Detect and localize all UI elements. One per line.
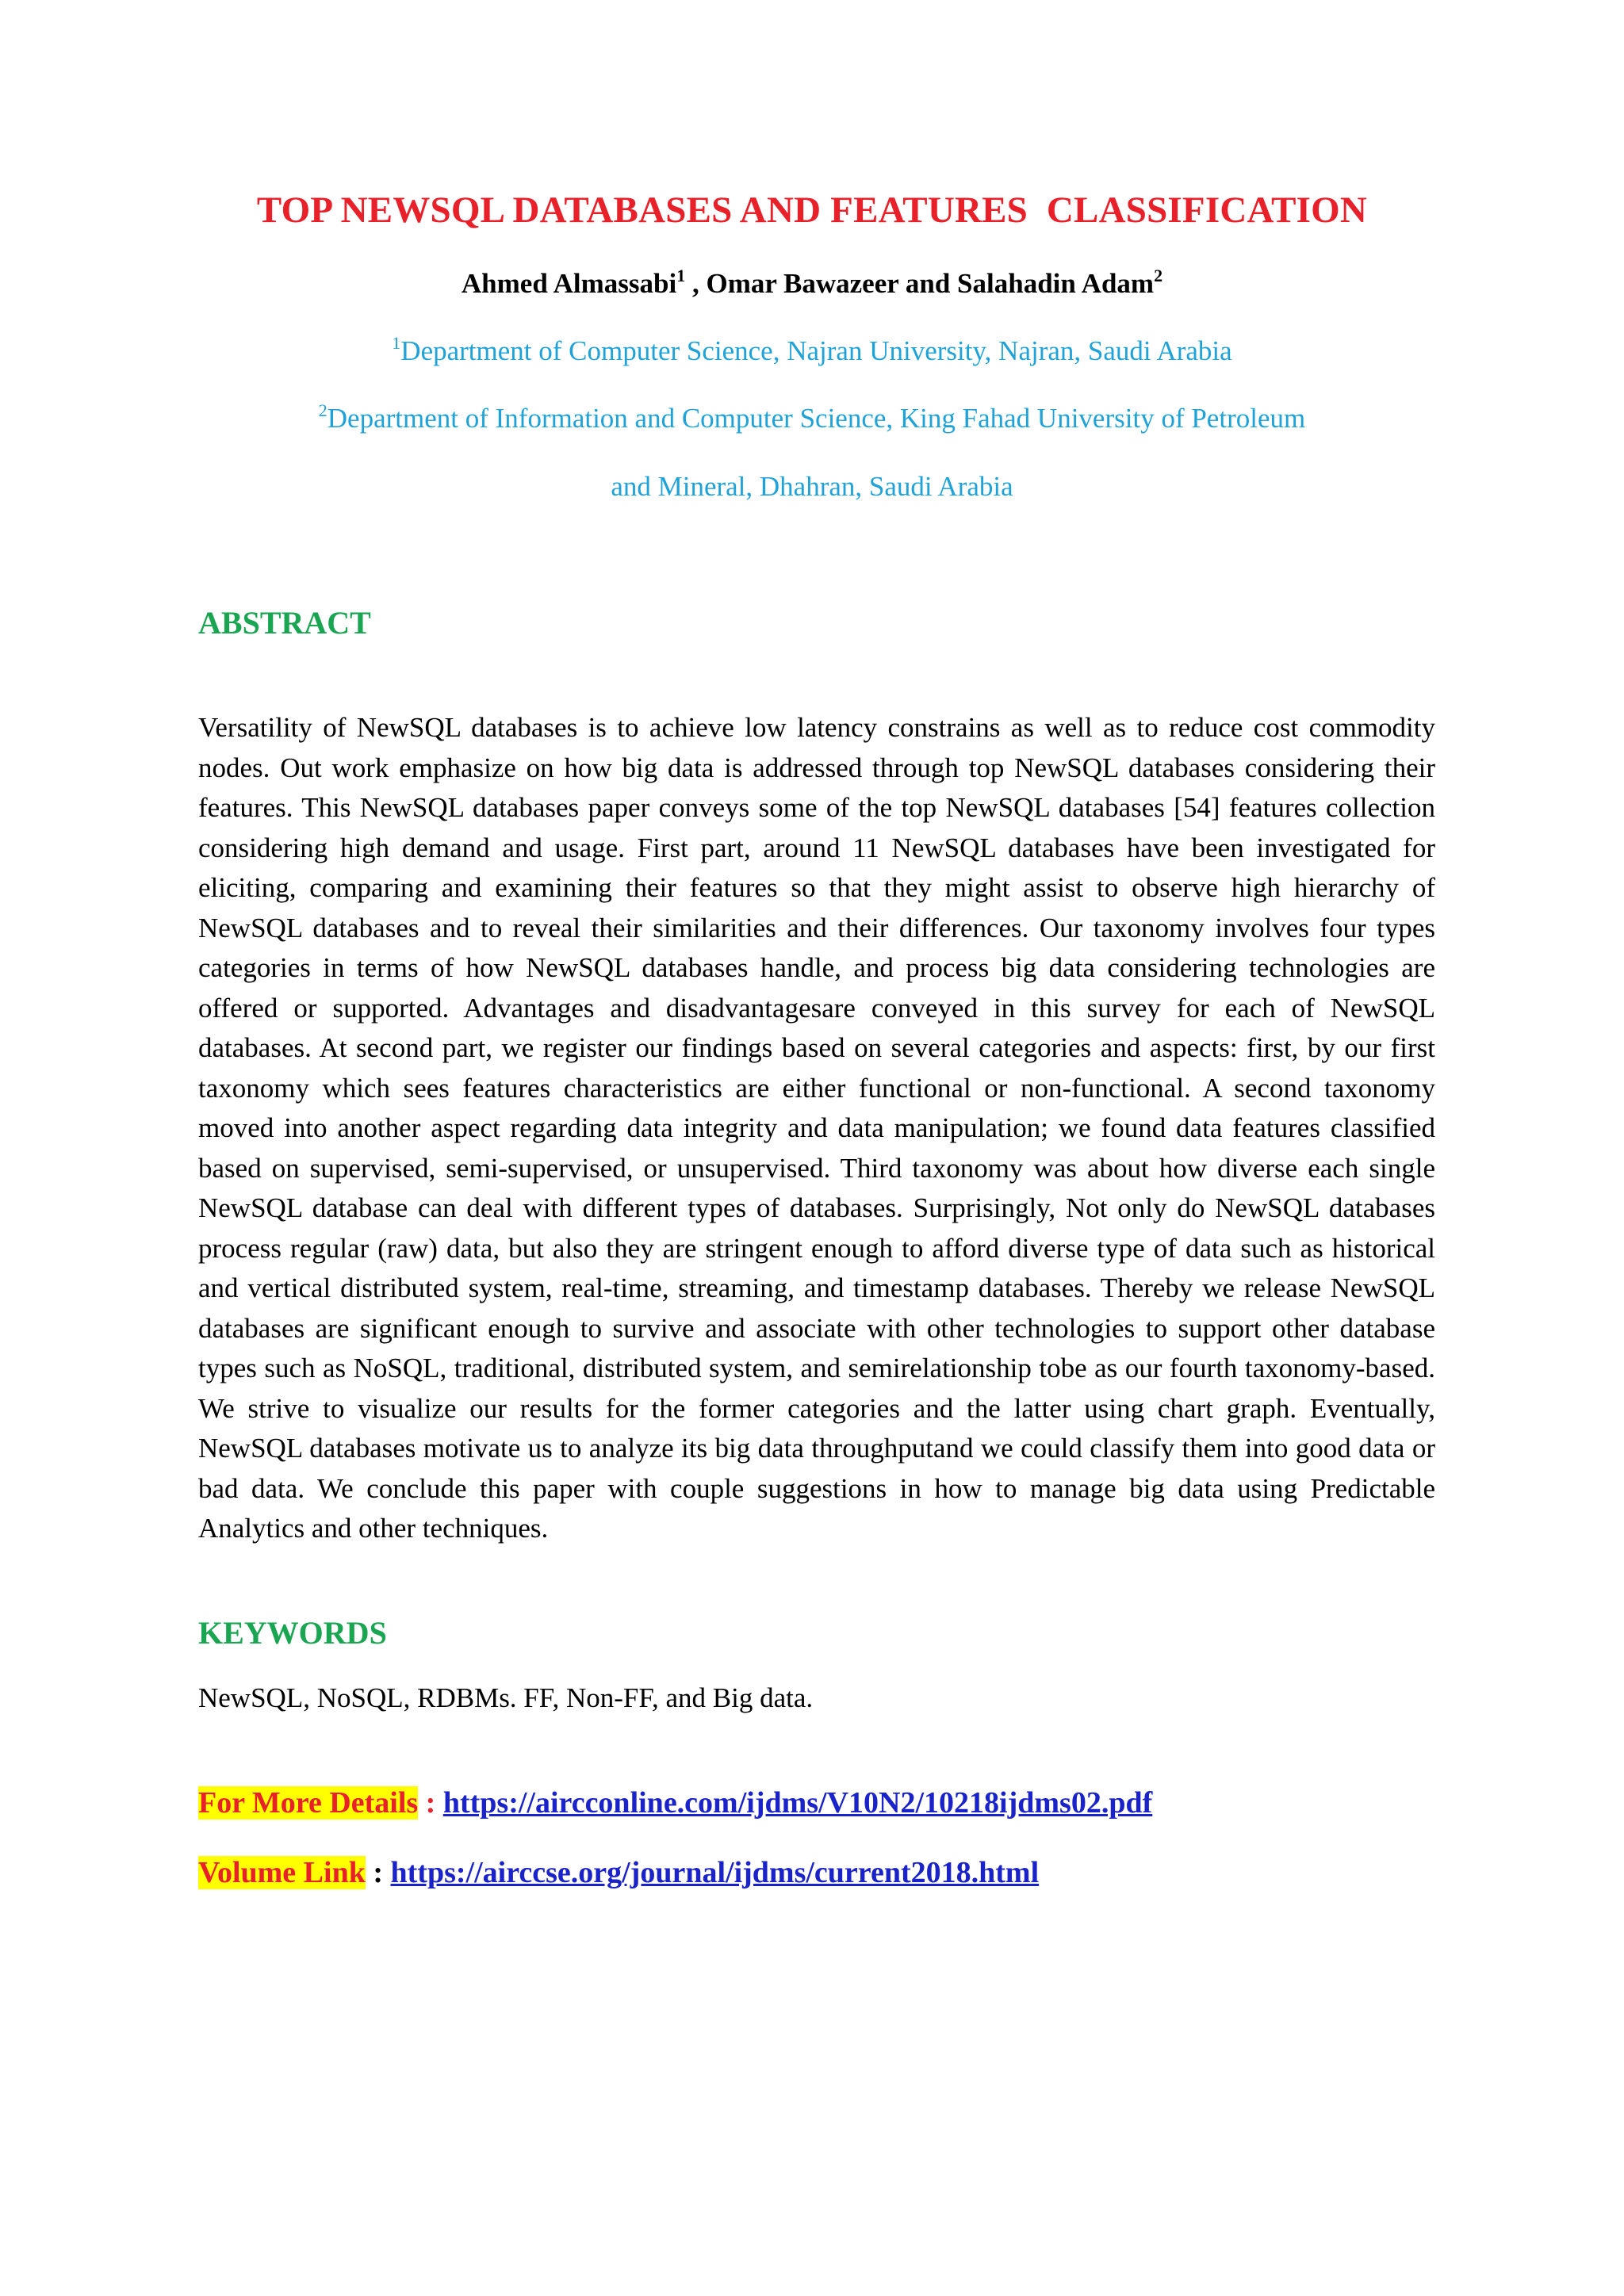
affiliation-text: Department of Information and Computer Science, King Fahad University of Petroleum xyxy=(327,403,1306,434)
author-superscript: 1 xyxy=(676,266,686,285)
author-name: Ahmed Almassabi xyxy=(461,268,677,299)
keywords-body: NewSQL, NoSQL, RDBMs. FF, Non-FF, and Big data. xyxy=(198,1682,814,1713)
volume-link[interactable]: https://airccse.org/journal/ijdms/current2018.html xyxy=(390,1856,1040,1889)
affiliation-superscript: 1 xyxy=(392,333,401,353)
more-details-line xyxy=(198,1785,1152,1820)
author-names-rest: , Omar Bawazeer and Salahadin Adam xyxy=(685,268,1155,299)
author-superscript: 2 xyxy=(1154,266,1163,285)
more-details-label: For More Details xyxy=(198,1786,419,1820)
affiliation-1 xyxy=(0,335,1624,367)
affiliation-2 xyxy=(0,400,1624,434)
more-details-link[interactable]: https://aircconline.com/ijdms/V10N2/10218ijdms02.pdf xyxy=(442,1786,1153,1820)
more-details-separator: : xyxy=(418,1786,443,1820)
abstract-body: Versatility of NewSQL databases is to achieve low latency constrains as well as to reduce cost commodity nodes. Out work emphasize on how big data is addressed through top NewSQL databases considering their features. This NewSQL databases paper conveys some of the top NewSQL databases [54] features collection considering high demand and usage. First part, around 11 NewSQL databases have been investigated for eliciting, comparing and examining their features so that they might assist to observe high hierarchy of NewSQL databases and to reveal their similarities and their differences. Our taxonomy involves four types categories in terms of how NewSQL databases handle, and process big data considering technologies are offered or supported. Advantages and disadvantagesare conveyed in this survey for each of NewSQL databases. At second part, we register our findings based on several categories and aspects: first, by our first taxonomy which sees features characteristics are either functional or non-functional. A second taxonomy moved into another aspect regarding data integrity and data manipulation; we found data features classified based on supervised, semi-supervised, or unsupervised. Third taxonomy was about how diverse each single NewSQL database can deal with different types of databases. Surprisingly, Not only do NewSQL databases process regular (raw) data, but also they are stringent enough to afford diverse type of data such as historical and vertical distributed system, real-time, streaming, and timestamp databases. Thereby we release NewSQL databases are significant enough to survive and associate with other technologies to support other database types such as NoSQL, traditional, distributed system, and semirelationship tobe as our fourth taxonomy-based. We strive to visualize our results for the former categories and the latter using chart graph. Eventually, NewSQL databases motivate us to analyze its big data throughputand we could classify them into good data or bad data. We conclude this paper with couple suggestions in how to manage big data using Predictable Analytics and other techniques. xyxy=(198,712,1435,1544)
volume-link-separator: : xyxy=(365,1856,391,1889)
volume-link-line xyxy=(198,1855,1039,1890)
affiliation-superscript: 2 xyxy=(318,400,327,420)
author-list xyxy=(0,268,1624,300)
volume-link-label: Volume Link xyxy=(198,1856,366,1889)
abstract-heading: ABSTRACT xyxy=(198,605,371,641)
keywords-heading: KEYWORDS xyxy=(198,1615,387,1651)
paper-title: TOP NEWSQL DATABASES AND FEATURES CLASSIFICATION xyxy=(256,189,1368,231)
affiliation-text: Department of Computer Science, Najran University, Najran, Saudi Arabia xyxy=(400,335,1232,366)
affiliation-2-continued: and Mineral, Dhahran, Saudi Arabia xyxy=(611,471,1013,502)
